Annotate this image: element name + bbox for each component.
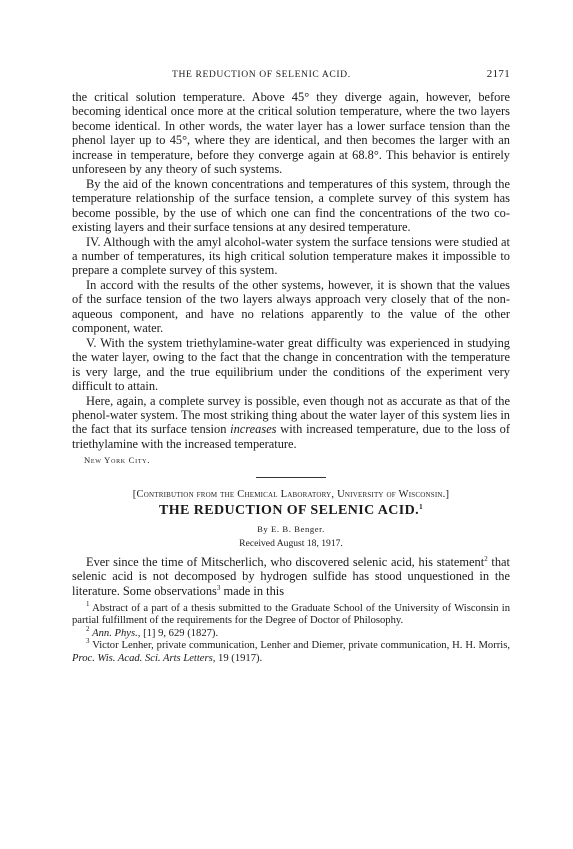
footnote-mark: 1	[86, 599, 90, 608]
footnote-ref-3: 3	[216, 583, 221, 592]
running-head-title: THE REDUCTION OF SELENIC ACID.	[172, 69, 351, 80]
paragraph-text: Here, again, a complete survey is possible, even though not as accurate as that of the phenol-water system. The most striking thing about the water layer of this system lies in the fact that its surface tension	[72, 393, 510, 437]
contribution-line	[72, 488, 510, 502]
paragraph-text: that selenic acid is not decomposed by hydrogen sulfide has stood unquestioned in the literature. Some observations	[72, 554, 510, 598]
paragraph-continuation: the critical solution temperature. Above 45° they diverge again, however, before becoming identical once more at the critical solution temperature, where the two layers become identical. In other words, the water layer has a lower surface tension than the phenol layer up to 45°, where they are identical, and then becomes the larger with an increase in temperature, before they converge again at 68.8°. This behavior is entirely unforeseen by any theory of such systems.	[72, 90, 510, 177]
section-divider	[256, 477, 326, 478]
footnote-2	[72, 624, 510, 640]
dateline: New York City.	[84, 455, 151, 466]
footnote-3	[72, 637, 510, 665]
article-title-text: THE REDUCTION OF SELENIC ACID.	[159, 503, 420, 519]
paragraph-text: made in this	[220, 583, 285, 598]
footnote-journal: Proc. Wis. Acad. Sci. Arts Letters,	[72, 652, 216, 664]
paragraph-survey: By the aid of the known concentrations and temperatures of this system, through the temperature relationship of the surface tension, a complete survey of this system has become possible, by the use of which one can find the concentrations of the two co-existing layers and their surface tensions at any desired temperature.	[72, 176, 510, 235]
footnote-text: 19 (1917).	[215, 652, 263, 664]
paragraph-text: Ever since the time of Mitscherlich, who discovered selenic acid, his statement	[86, 554, 485, 569]
footnote-text: Abstract of a part of a thesis submitted to the Graduate School of the University of Wisconsin in partial fulfillment of the requirements for the Degree of Doctor of Philosophy.	[72, 602, 510, 627]
paragraph-intro	[72, 555, 510, 598]
emphasis-increases: increases	[230, 422, 277, 437]
paragraph-amyl-alcohol: IV. Although with the amyl alcohol-water system the surface tensions were studied at a number of temperatures, its high critical solution temperature makes it impossible to prepare a complete survey of this system.	[72, 234, 510, 278]
paragraph-accord: In accord with the results of the other systems, however, it is shown that the values of the surface tension of the two layers always approach very closely that of the non-aqueous component, and have no relations apparently to the value of the other component, water.	[72, 277, 510, 336]
contribution-university: University of Wisconsin	[337, 488, 443, 500]
footnote-text: Victor Lenher, private communication, Lenher and Diemer, private communication, H. H. Morris,	[89, 640, 510, 652]
paragraph-triethylamine: V. With the system triethylamine-water great difficulty was experienced in studying the water layer, owing to the fact that the change in concentration with the temperature is very large, and the true equilibrium under the conditions of the experiment very difficult to attain.	[72, 335, 510, 394]
author-byline: By E. B. Benger.	[257, 523, 325, 534]
received-date: Received August 18, 1917.	[239, 538, 343, 550]
page-number: 2171	[486, 68, 510, 80]
contribution-laboratory: Chemical Laboratory	[237, 488, 332, 500]
contribution-close: .]	[442, 488, 450, 500]
contribution-separator: ,	[331, 488, 338, 500]
page-body	[72, 90, 510, 665]
footnote-mark: 3	[86, 637, 90, 646]
footnotes	[72, 599, 510, 665]
footnote-text: [1] 9, 629 (1827).	[140, 627, 219, 639]
paragraph-complete-survey	[72, 394, 510, 452]
running-head	[72, 69, 510, 83]
footnote-journal: Ann. Phys.,	[92, 627, 141, 639]
footnote-ref-1: 1	[419, 503, 423, 512]
footnote-mark: 2	[86, 624, 90, 633]
contribution-prefix: [Contribution from the	[132, 488, 238, 500]
article-title	[72, 504, 510, 518]
footnote-ref-2: 2	[484, 554, 488, 563]
paragraph-text: with increased temperature, due to the loss of triethylamine with the increased temperature.	[72, 422, 511, 451]
footnote-1	[72, 599, 510, 628]
